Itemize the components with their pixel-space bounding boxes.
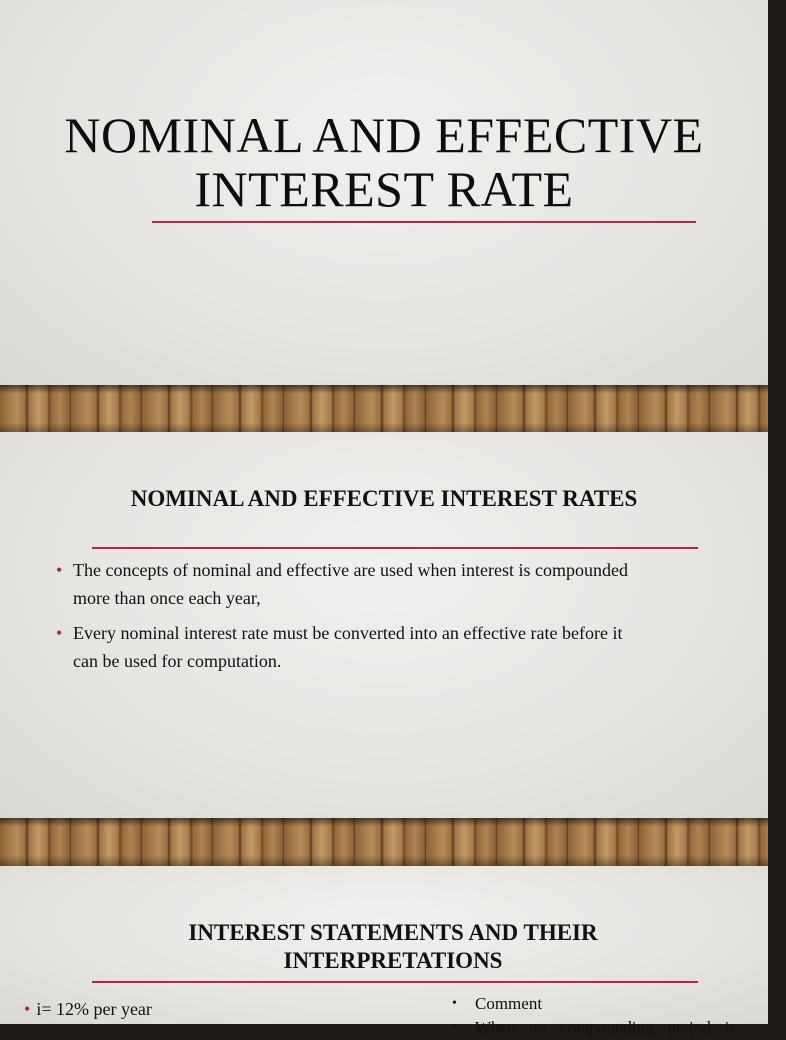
slide-interest-statements	[0, 866, 768, 1037]
slide-heading: NOMINAL AND EFFECTIVE INTEREST RATES	[130, 486, 638, 511]
title-underline	[152, 221, 696, 223]
interest-statement: i= 12% per year	[36, 999, 152, 1019]
list-item	[452, 992, 736, 1016]
bullet-icon: •	[24, 999, 31, 1019]
bullet-icon: •	[56, 623, 63, 643]
comment-label: Comment	[475, 994, 543, 1013]
heading-line-2: INTERPRETATIONS	[283, 948, 503, 973]
bullet-list	[56, 556, 696, 682]
bullet-text-line: more than once each year,	[73, 588, 261, 608]
bullet-text-line: can be used for computation.	[73, 651, 282, 671]
list-item	[452, 1016, 736, 1040]
heading-line-1: INTEREST STATEMENTS AND THEIR	[188, 920, 598, 945]
list-item	[56, 556, 696, 612]
heading-underline	[92, 547, 698, 549]
wood-floor-divider	[0, 818, 768, 866]
title-line-1: NOMINAL AND EFFECTIVE	[64, 107, 704, 163]
comment-list	[452, 992, 736, 1040]
bullet-text-line: Every nominal interest rate must be converted into an effective rate before it	[73, 623, 623, 643]
slide-heading	[0, 919, 786, 975]
bullet-text-line: The concepts of nominal and effective are used when interest is compounded	[73, 560, 628, 580]
list-item	[56, 619, 696, 675]
bullet-icon: •	[452, 996, 457, 1011]
heading-underline	[92, 981, 698, 983]
list-item	[24, 997, 152, 1021]
bullet-icon: •	[452, 1020, 457, 1035]
slide-concepts	[0, 432, 768, 818]
comment-text: When no compounding period is	[475, 1018, 736, 1037]
slide-title	[0, 0, 768, 385]
slide-title-heading	[0, 108, 768, 216]
wood-floor-divider	[0, 385, 768, 433]
bullet-icon: •	[56, 560, 63, 580]
title-line-2: INTEREST RATE	[194, 161, 574, 217]
